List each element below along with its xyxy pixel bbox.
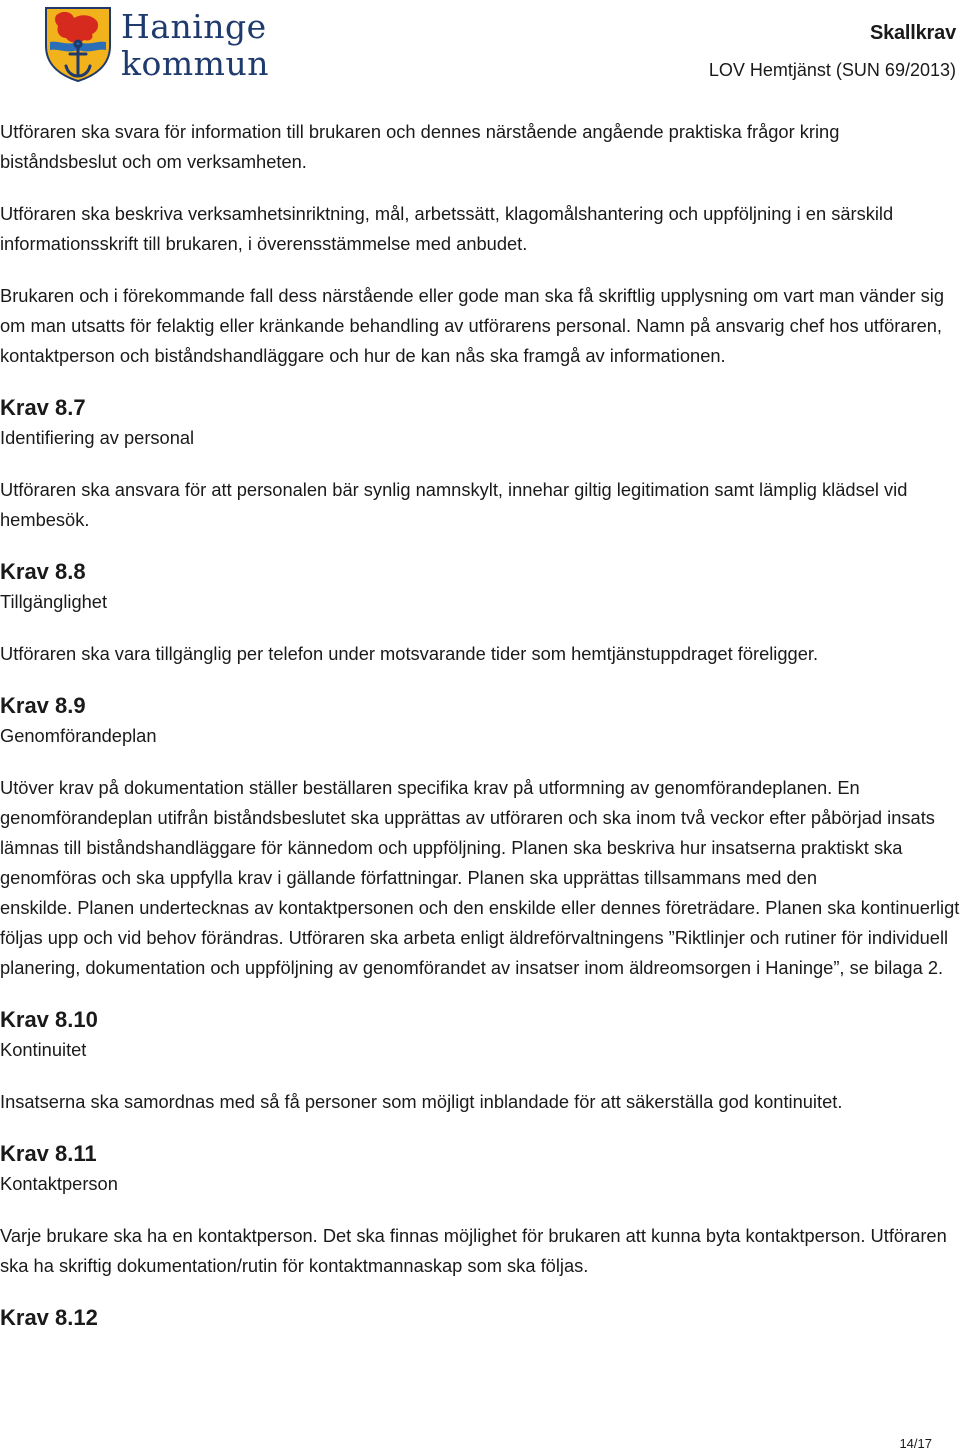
requirement-heading: Krav 8.8 [0, 559, 86, 584]
haninge-crest-icon [44, 6, 112, 82]
document-type: Skallkrav [869, 22, 956, 44]
paragraph: Utföraren ska svara för information till brukaren och dennes närstående angående praktiska frågor kring biståndsbeslut och om verksamheten. [0, 121, 840, 172]
requirement-subtitle: Tillgänglighet [0, 591, 108, 612]
haninge-kommun-logo [44, 6, 284, 84]
requirement-subtitle: Identifiering av personal [0, 427, 195, 448]
requirement-subtitle: Kontaktperson [0, 1173, 118, 1194]
paragraph: Brukaren och i förekommande fall dess närstående eller gode man ska få skriftlig upplysning om vart man vänder sig om man utsatts för felaktig eller kränkande behandling av utförarens personal. Namn på ansvarig chef hos utföraren, kontaktperson och biståndshandläggare och hur de kan nås ska framgå av informationen. [0, 285, 944, 366]
requirement-subtitle: Genomförandeplan [0, 725, 157, 746]
logo-wordmark [121, 6, 269, 83]
paragraph: Utföraren ska beskriva verksamhetsinriktning, mål, arbetssätt, klagomålshantering och uppföljning i en särskild informationsskrift till brukaren, i överensstämmelse med anbudet. [0, 203, 894, 254]
requirement-subtitle: Kontinuitet [0, 1039, 87, 1060]
paragraph: Utföraren ska ansvara för att personalen bär synlig namnskylt, innehar giltig legitimation samt lämplig klädsel vid hembesök. [0, 479, 908, 530]
page-header [0, 0, 960, 100]
requirement-heading: Krav 8.9 [0, 693, 86, 718]
document-body [0, 117, 960, 1333]
paragraph: Utföraren ska vara tillgänglig per telefon under motsvarande tider som hemtjänstuppdraget föreligger. [0, 643, 819, 664]
paragraph: enskilde. Planen undertecknas av kontaktpersonen och den enskilde eller dennes företrädare. Planen ska kontinuerligt följas upp och vid behov förändras. Utföraren ska arbeta enligt äldreförvaltningens ”Riktlinjer och rutiner för individuell planering, dokumentation och uppföljning av genomförandet av insatser inom äldreomsorgen i Haninge”, se bilaga 2. [0, 897, 960, 978]
requirement-heading: Krav 8.11 [0, 1141, 97, 1166]
document-reference: LOV Hemtjänst (SUN 69/2013) [708, 60, 956, 80]
requirement-heading: Krav 8.12 [0, 1305, 98, 1330]
page-number: 14/17 [899, 1436, 932, 1451]
paragraph: Insatserna ska samordnas med så få personer som möjligt inblandade för att säkerställa god kontinuitet. [0, 1091, 843, 1112]
logo-wordmark-line2: kommun [121, 44, 269, 83]
logo-wordmark-line1: Haninge [121, 7, 267, 46]
requirement-heading: Krav 8.10 [0, 1007, 98, 1032]
paragraph: Varje brukare ska ha en kontaktperson. Det ska finnas möjlighet för brukaren att kunna byta kontaktperson. Utföraren ska ha skriftig dokumentation/rutin för kontaktmannaskap som ska följas. [0, 1225, 947, 1276]
paragraph: Utöver krav på dokumentation ställer beställaren specifika krav på utformning av genomförandeplanen. En genomförandeplan utifrån biståndsbeslutet ska upprättas av utföraren och ska inom två veckor efter påbörjad insats lämnas till biståndshandläggare för kännedom och uppföljning. Planen ska beskriva hur insatserna praktiskt ska genomföras och ska uppfylla krav i gällande författningar. Planen ska upprättas tillsammans med den [0, 777, 935, 888]
requirement-heading: Krav 8.7 [0, 395, 86, 420]
